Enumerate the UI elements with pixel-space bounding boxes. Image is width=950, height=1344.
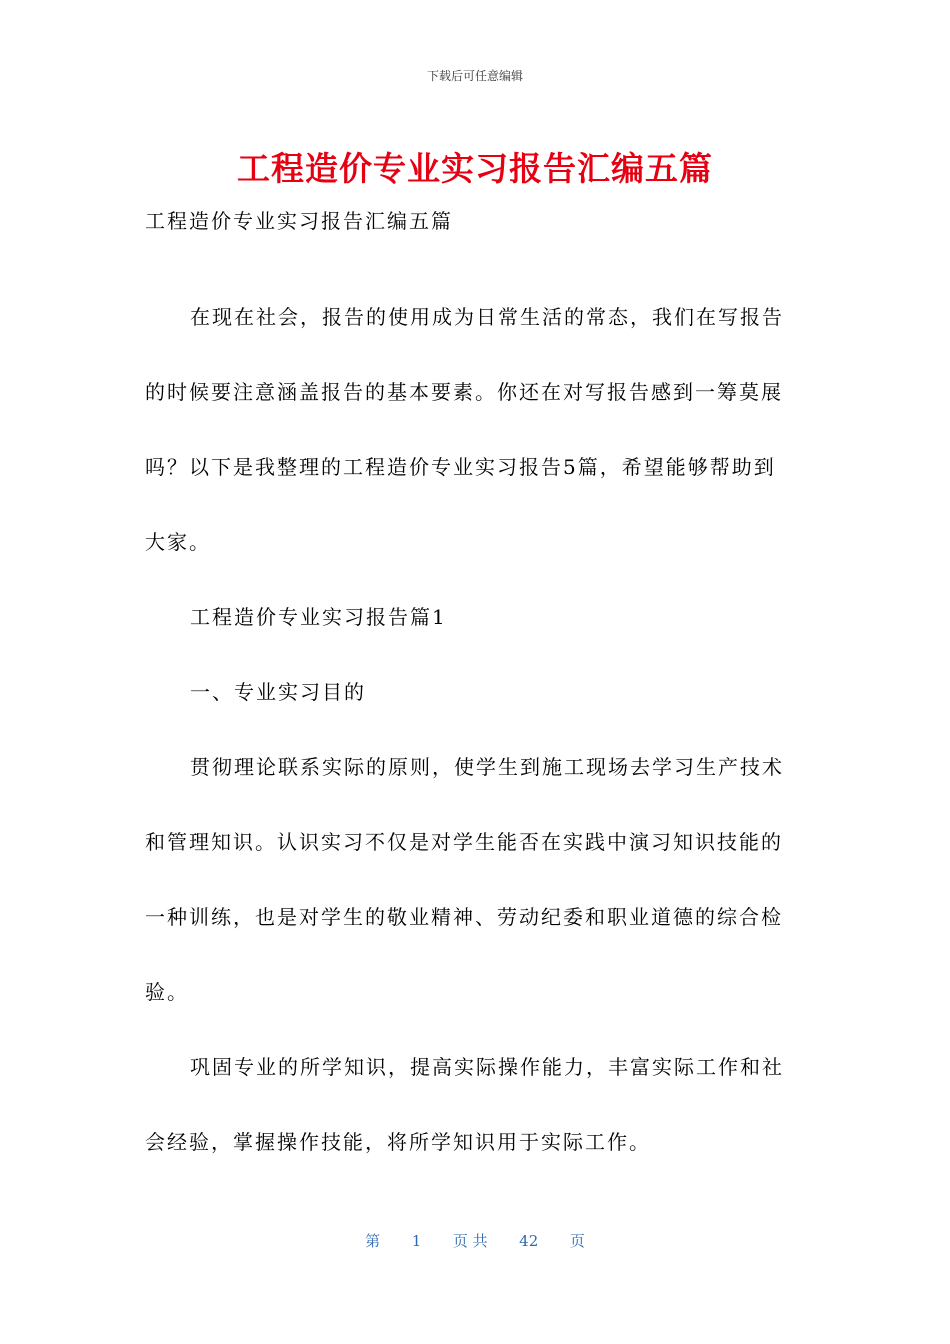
section-heading: 工程造价专业实习报告篇1 xyxy=(190,605,447,629)
footer-suffix: 页 xyxy=(569,1232,585,1250)
footer-total-pages: 42 xyxy=(519,1232,539,1250)
header-note: 下载后可任意编辑 xyxy=(426,69,523,83)
paragraph-line: 巩固专业的所学知识，提高实际操作能力，丰富实际工作和社 xyxy=(190,1055,784,1079)
page-footer xyxy=(0,1230,950,1251)
subtitle-line: 工程造价专业实习报告汇编五篇 xyxy=(145,209,453,233)
paragraph-line: 一种训练，也是对学生的敬业精神、劳动纪委和职业道德的综合检 xyxy=(145,905,783,929)
subsection-heading: 一、专业实习目的 xyxy=(190,680,366,704)
paragraph-line: 和管理知识。认识实习不仅是对学生能否在实践中演习知识技能的 xyxy=(145,830,783,854)
paragraph-line: 吗？以下是我整理的工程造价专业实习报告5篇，希望能够帮助到 xyxy=(145,455,776,479)
document-body xyxy=(145,200,795,1180)
paragraph-line: 贯彻理论联系实际的原则，使学生到施工现场去学习生产技术 xyxy=(190,755,784,779)
paragraph-line: 在现在社会，报告的使用成为日常生活的常态，我们在写报告 xyxy=(190,305,784,329)
footer-middle: 页 共 xyxy=(452,1232,488,1250)
paragraph-line: 会经验，掌握操作技能，将所学知识用于实际工作。 xyxy=(145,1130,651,1154)
document-title: 工程造价专业实习报告汇编五篇 xyxy=(237,149,713,188)
footer-prefix: 第 xyxy=(365,1232,381,1250)
footer-page-number: 1 xyxy=(411,1232,422,1250)
paragraph-line: 大家。 xyxy=(145,530,211,554)
paragraph-line: 验。 xyxy=(145,980,189,1004)
paragraph-line: 的时候要注意涵盖报告的基本要素。你还在对写报告感到一筹莫展 xyxy=(145,380,783,404)
